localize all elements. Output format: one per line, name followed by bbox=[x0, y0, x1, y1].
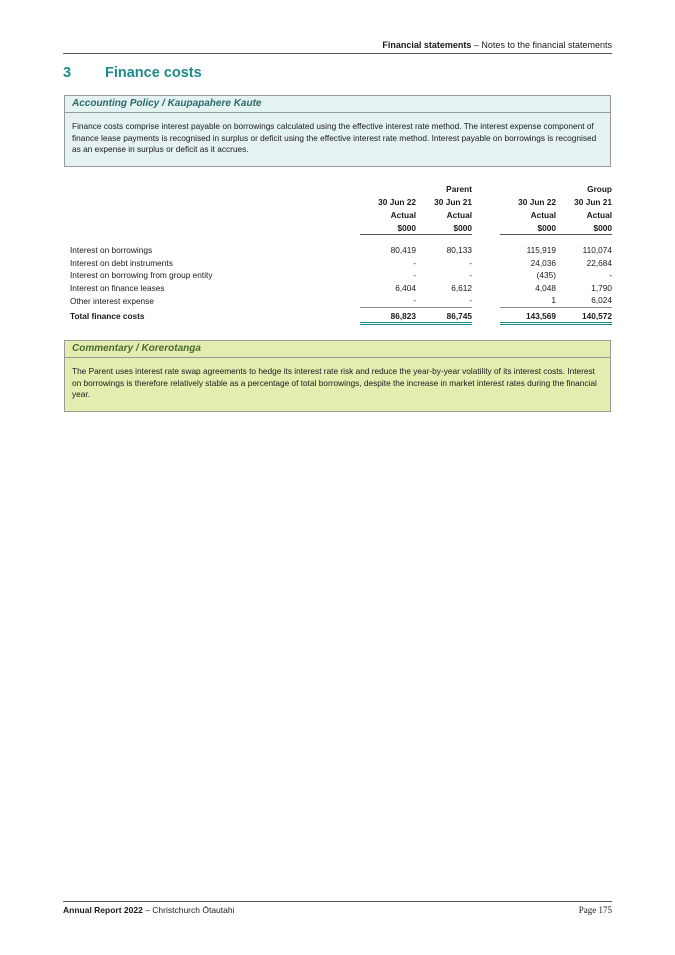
row-value: 115,919 bbox=[526, 245, 556, 256]
row-value: - bbox=[413, 295, 416, 306]
row-value: 6,024 bbox=[591, 295, 612, 306]
col-unit: $000 bbox=[556, 221, 612, 235]
col-actual: Actual bbox=[446, 209, 472, 220]
total-value: 140,572 bbox=[556, 307, 612, 324]
col-actual: Actual bbox=[586, 209, 612, 220]
group-header-parent: Parent bbox=[446, 183, 472, 194]
row-value: - bbox=[413, 270, 416, 281]
col-date: 30 Jun 21 bbox=[434, 196, 472, 207]
row-value: - bbox=[609, 270, 612, 281]
table-total-row bbox=[70, 307, 612, 324]
group-header-group: Group bbox=[587, 183, 612, 194]
total-value: 86,823 bbox=[360, 307, 416, 324]
row-value: 6,612 bbox=[451, 282, 472, 293]
accounting-policy-title: Accounting Policy / Kaupapahere Kaute bbox=[65, 98, 610, 113]
table-row bbox=[70, 282, 612, 295]
row-value: 24,036 bbox=[530, 257, 556, 268]
footer-report-title: Annual Report 2022 bbox=[63, 905, 143, 915]
row-label: Interest on borrowing from group entity bbox=[70, 270, 213, 281]
commentary-body: The Parent uses interest rate swap agreements to hedge its interest rate risk and reduce the year-by-year volatility of its interest costs. Interest on borrowings is therefore relatively stable as a percentage of total borrowings, despite the increase in market interest rates during the financial year. bbox=[72, 366, 597, 399]
accounting-policy-body: Finance costs comprise interest payable on borrowings calculated using the effective interest rate method. The interest expense component of finance lease payments is recognised in surplus or deficit using the effective interest rate method. Interest payable on borrowings is recognised as an expense in surplus or deficit as it accrues. bbox=[72, 121, 597, 154]
row-value: 4,048 bbox=[535, 282, 556, 293]
col-actual: Actual bbox=[530, 209, 556, 220]
col-actual: Actual bbox=[390, 209, 416, 220]
col-unit: $000 bbox=[500, 221, 556, 235]
section-heading bbox=[63, 65, 202, 81]
row-label: Interest on borrowings bbox=[70, 245, 153, 256]
commentary-title: Commentary / Korerotanga bbox=[65, 343, 610, 358]
table-actual-row bbox=[70, 208, 612, 221]
row-value: - bbox=[469, 257, 472, 268]
header-section: Financial statements bbox=[382, 40, 472, 50]
total-label: Total finance costs bbox=[70, 311, 145, 322]
row-value: - bbox=[469, 295, 472, 306]
row-value: 80,133 bbox=[446, 245, 472, 256]
table-date-row bbox=[70, 195, 612, 208]
row-label: Interest on finance leases bbox=[70, 282, 165, 293]
col-unit: $000 bbox=[360, 221, 416, 235]
row-value: - bbox=[413, 257, 416, 268]
total-value: 143,569 bbox=[500, 307, 556, 324]
commentary-box bbox=[64, 340, 611, 412]
row-label: Interest on debt instruments bbox=[70, 257, 173, 268]
footer-city: – Christchurch Ōtautahi bbox=[142, 905, 235, 915]
col-unit: $000 bbox=[416, 221, 472, 235]
table-unit-row bbox=[70, 221, 612, 235]
table-row bbox=[70, 294, 612, 307]
row-value: 22,684 bbox=[586, 257, 612, 268]
col-date: 30 Jun 21 bbox=[574, 196, 612, 207]
row-value: 6,404 bbox=[395, 282, 416, 293]
table-group-row bbox=[70, 182, 612, 195]
table-row bbox=[70, 269, 612, 282]
accounting-policy-box bbox=[64, 95, 611, 167]
finance-costs-table bbox=[70, 182, 612, 325]
table-row bbox=[70, 244, 612, 257]
section-number: 3 bbox=[63, 65, 72, 81]
page-footer bbox=[63, 901, 612, 915]
section-title: Finance costs bbox=[105, 65, 202, 81]
row-value: 110,074 bbox=[582, 245, 612, 256]
page-header bbox=[63, 40, 612, 54]
row-value: - bbox=[469, 270, 472, 281]
col-date: 30 Jun 22 bbox=[518, 196, 556, 207]
header-subsection: – Notes to the financial statements bbox=[471, 40, 612, 50]
row-value: 1 bbox=[551, 295, 556, 306]
row-value: (435) bbox=[536, 270, 556, 281]
table-row bbox=[70, 257, 612, 270]
row-value: 1,790 bbox=[591, 282, 612, 293]
page-number: Page 175 bbox=[578, 905, 612, 915]
row-label: Other interest expense bbox=[70, 295, 154, 306]
total-value: 86,745 bbox=[416, 307, 472, 324]
col-date: 30 Jun 22 bbox=[378, 196, 416, 207]
row-value: 80,419 bbox=[390, 245, 416, 256]
